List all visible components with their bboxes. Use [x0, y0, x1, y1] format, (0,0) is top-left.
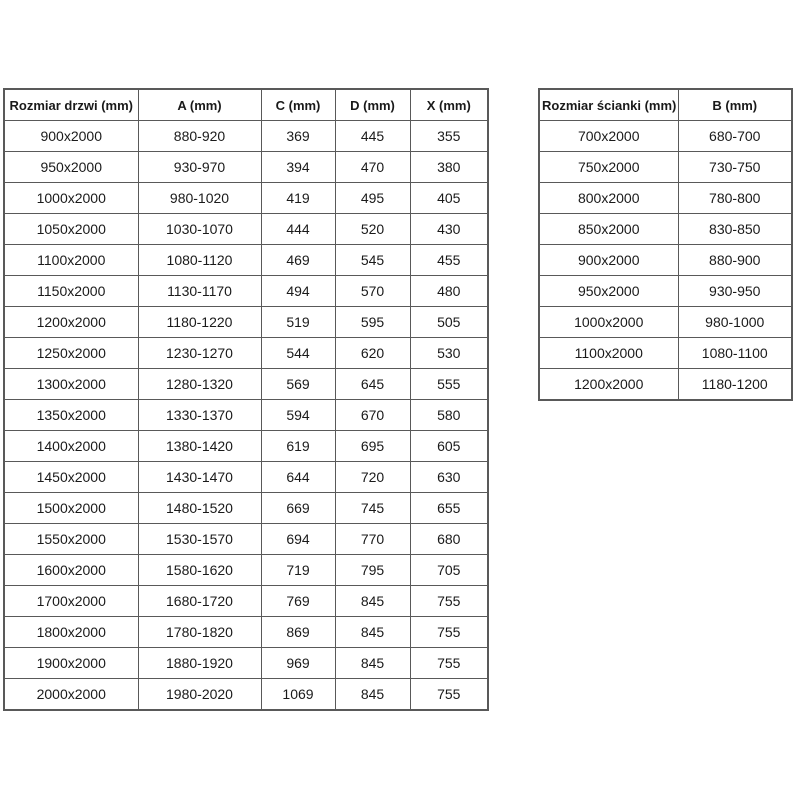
table-row	[4, 152, 488, 183]
table-row	[4, 431, 488, 462]
table-cell: 594	[261, 400, 335, 431]
table-cell: 670	[335, 400, 410, 431]
table-cell: 669	[261, 493, 335, 524]
table-cell: 800x2000	[539, 183, 678, 214]
table-cell: 620	[335, 338, 410, 369]
table-cell: 845	[335, 617, 410, 648]
column-header: D (mm)	[335, 89, 410, 121]
table-row	[4, 214, 488, 245]
table-cell: 644	[261, 462, 335, 493]
table-cell: 2000x2000	[4, 679, 138, 711]
table-row	[539, 307, 792, 338]
table-row	[539, 183, 792, 214]
table-cell: 545	[335, 245, 410, 276]
table-cell: 619	[261, 431, 335, 462]
table-cell: 880-900	[678, 245, 792, 276]
table-cell: 1880-1920	[138, 648, 261, 679]
table-cell: 745	[335, 493, 410, 524]
table-cell: 1380-1420	[138, 431, 261, 462]
table-cell: 980-1000	[678, 307, 792, 338]
table-cell: 1980-2020	[138, 679, 261, 711]
table-cell: 655	[410, 493, 488, 524]
table-cell: 1550x2000	[4, 524, 138, 555]
table-cell: 755	[410, 679, 488, 711]
table-cell: 519	[261, 307, 335, 338]
table-cell: 1430-1470	[138, 462, 261, 493]
table-cell: 1100x2000	[539, 338, 678, 369]
table-cell: 680	[410, 524, 488, 555]
table-row	[4, 276, 488, 307]
table-cell: 580	[410, 400, 488, 431]
table-cell: 530	[410, 338, 488, 369]
table-cell: 795	[335, 555, 410, 586]
table-cell: 969	[261, 648, 335, 679]
wall-table-header-row	[539, 89, 792, 121]
table-cell: 394	[261, 152, 335, 183]
table-row	[4, 555, 488, 586]
table-cell: 405	[410, 183, 488, 214]
table-cell: 445	[335, 121, 410, 152]
table-row	[539, 152, 792, 183]
table-cell: 780-800	[678, 183, 792, 214]
table-row	[4, 369, 488, 400]
table-cell: 455	[410, 245, 488, 276]
table-row	[4, 400, 488, 431]
table-cell: 719	[261, 555, 335, 586]
table-cell: 930-970	[138, 152, 261, 183]
table-row	[4, 617, 488, 648]
table-cell: 1400x2000	[4, 431, 138, 462]
table-cell: 950x2000	[539, 276, 678, 307]
table-cell: 1150x2000	[4, 276, 138, 307]
table-cell: 1180-1220	[138, 307, 261, 338]
table-cell: 380	[410, 152, 488, 183]
table-cell: 1050x2000	[4, 214, 138, 245]
table-cell: 469	[261, 245, 335, 276]
table-cell: 569	[261, 369, 335, 400]
table-cell: 1180-1200	[678, 369, 792, 401]
table-cell: 605	[410, 431, 488, 462]
table-cell: 1300x2000	[4, 369, 138, 400]
table-cell: 570	[335, 276, 410, 307]
table-row	[4, 524, 488, 555]
table-cell: 1069	[261, 679, 335, 711]
table-cell: 769	[261, 586, 335, 617]
table-row	[4, 493, 488, 524]
table-cell: 495	[335, 183, 410, 214]
table-cell: 900x2000	[4, 121, 138, 152]
column-header: B (mm)	[678, 89, 792, 121]
door-sizes-table	[3, 88, 489, 711]
table-cell: 680-700	[678, 121, 792, 152]
table-cell: 1000x2000	[4, 183, 138, 214]
table-cell: 1700x2000	[4, 586, 138, 617]
table-row	[4, 586, 488, 617]
table-cell: 555	[410, 369, 488, 400]
table-row	[4, 183, 488, 214]
table-row	[539, 276, 792, 307]
table-row	[4, 462, 488, 493]
table-cell: 730-750	[678, 152, 792, 183]
table-cell: 845	[335, 648, 410, 679]
table-row	[4, 679, 488, 711]
table-cell: 505	[410, 307, 488, 338]
table-cell: 1530-1570	[138, 524, 261, 555]
table-cell: 1350x2000	[4, 400, 138, 431]
table-cell: 430	[410, 214, 488, 245]
table-cell: 1000x2000	[539, 307, 678, 338]
table-cell: 369	[261, 121, 335, 152]
table-cell: 520	[335, 214, 410, 245]
table-cell: 1800x2000	[4, 617, 138, 648]
table-row	[4, 307, 488, 338]
table-cell: 480	[410, 276, 488, 307]
table-cell: 1780-1820	[138, 617, 261, 648]
table-cell: 1100x2000	[4, 245, 138, 276]
table-cell: 694	[261, 524, 335, 555]
table-cell: 1280-1320	[138, 369, 261, 400]
table-cell: 444	[261, 214, 335, 245]
table-cell: 1250x2000	[4, 338, 138, 369]
table-cell: 1500x2000	[4, 493, 138, 524]
table-cell: 1480-1520	[138, 493, 261, 524]
table-cell: 750x2000	[539, 152, 678, 183]
table-cell: 900x2000	[539, 245, 678, 276]
table-cell: 869	[261, 617, 335, 648]
table-cell: 770	[335, 524, 410, 555]
table-row	[4, 121, 488, 152]
table-cell: 930-950	[678, 276, 792, 307]
table-cell: 1450x2000	[4, 462, 138, 493]
column-header: A (mm)	[138, 89, 261, 121]
table-cell: 695	[335, 431, 410, 462]
table-cell: 645	[335, 369, 410, 400]
table-row	[4, 648, 488, 679]
column-header: Rozmiar ścianki (mm)	[539, 89, 678, 121]
table-cell: 980-1020	[138, 183, 261, 214]
table-cell: 1200x2000	[4, 307, 138, 338]
table-cell: 1080-1120	[138, 245, 261, 276]
table-cell: 720	[335, 462, 410, 493]
table-cell: 755	[410, 586, 488, 617]
table-cell: 1130-1170	[138, 276, 261, 307]
wall-sizes-table	[538, 88, 793, 401]
table-cell: 494	[261, 276, 335, 307]
table-cell: 845	[335, 586, 410, 617]
table-cell: 544	[261, 338, 335, 369]
table-cell: 1680-1720	[138, 586, 261, 617]
table-cell: 950x2000	[4, 152, 138, 183]
table-cell: 845	[335, 679, 410, 711]
table-cell: 1200x2000	[539, 369, 678, 401]
table-cell: 1330-1370	[138, 400, 261, 431]
table-cell: 630	[410, 462, 488, 493]
table-cell: 1580-1620	[138, 555, 261, 586]
table-cell: 595	[335, 307, 410, 338]
table-row	[4, 245, 488, 276]
column-header: X (mm)	[410, 89, 488, 121]
table-cell: 1080-1100	[678, 338, 792, 369]
table-cell: 355	[410, 121, 488, 152]
column-header: Rozmiar drzwi (mm)	[4, 89, 138, 121]
table-row	[539, 121, 792, 152]
table-cell: 880-920	[138, 121, 261, 152]
table-row	[539, 369, 792, 401]
table-cell: 830-850	[678, 214, 792, 245]
table-row	[4, 338, 488, 369]
table-row	[539, 338, 792, 369]
table-cell: 700x2000	[539, 121, 678, 152]
table-cell: 755	[410, 617, 488, 648]
table-cell: 419	[261, 183, 335, 214]
table-cell: 1600x2000	[4, 555, 138, 586]
table-row	[539, 214, 792, 245]
table-cell: 1900x2000	[4, 648, 138, 679]
column-header: C (mm)	[261, 89, 335, 121]
table-cell: 850x2000	[539, 214, 678, 245]
table-row	[539, 245, 792, 276]
table-cell: 1030-1070	[138, 214, 261, 245]
table-cell: 1230-1270	[138, 338, 261, 369]
table-cell: 755	[410, 648, 488, 679]
table-cell: 470	[335, 152, 410, 183]
door-table-header-row	[4, 89, 488, 121]
table-cell: 705	[410, 555, 488, 586]
